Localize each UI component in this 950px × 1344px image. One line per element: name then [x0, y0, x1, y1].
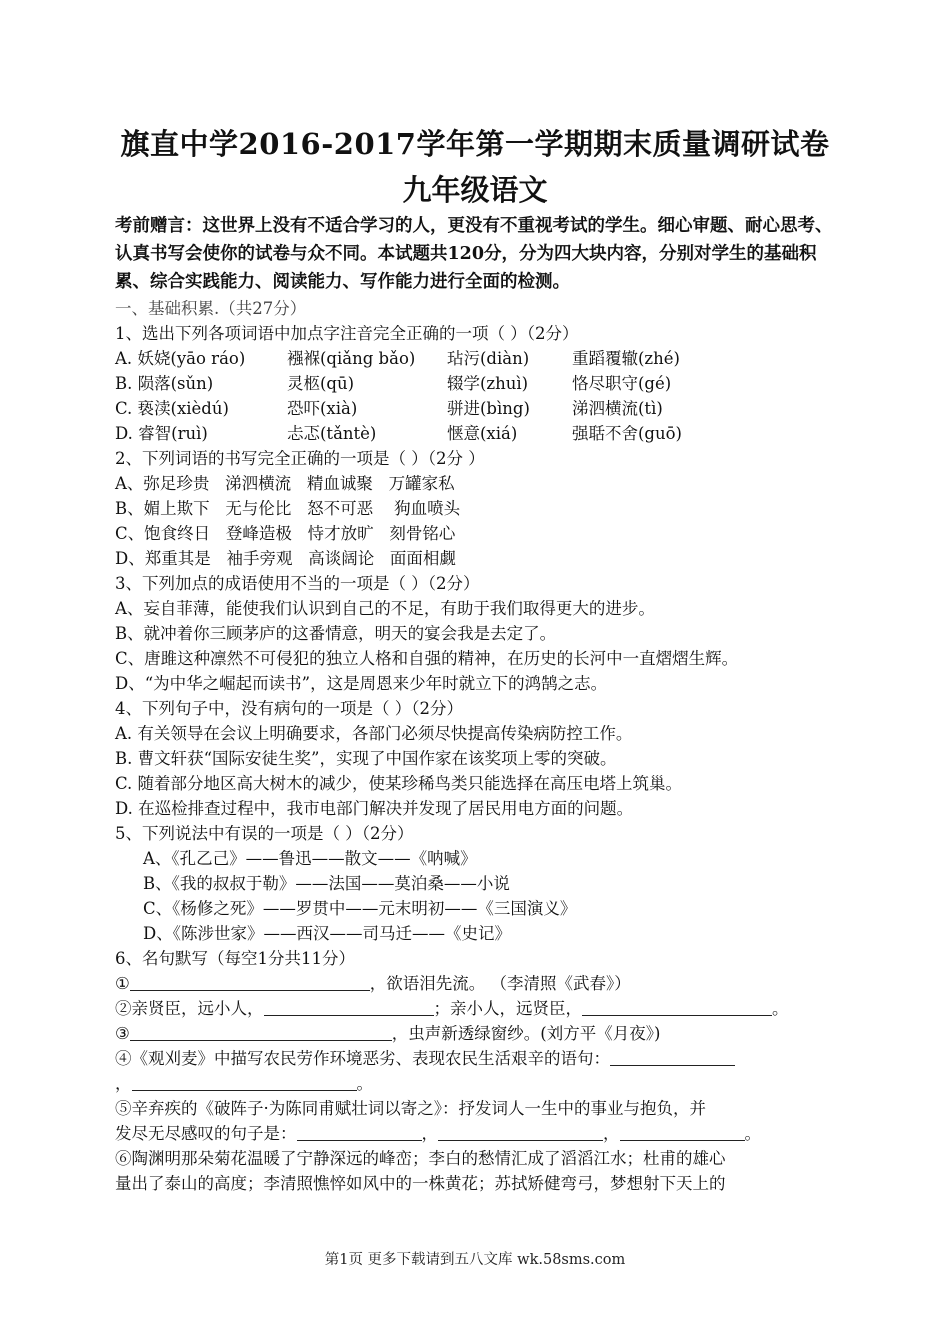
q4-stem: 4、下列句子中，没有病句的一项是（ ）（2分）: [115, 699, 463, 718]
q1-a-2: 襁褓(qiǎng bǎo): [287, 349, 416, 368]
q1-c-4: 涕泗横流(tì): [572, 399, 663, 418]
q6-line-6a: ⑥陶渊明那朵菊花温暖了宁静深远的峰峦；李白的愁情汇成了滔滔江水；杜甫的雄心: [115, 1149, 726, 1168]
q1-option-a: [115, 346, 837, 371]
intro-paragraph: 考前赠言：这世界上没有不适合学习的人，更没有不重视考试的学生。细心审题、耐心思考、认真书写会使你的试卷与众不同。本试题共120分，分为四大块内容，分别对学生的基础积累、综合实践能力、阅读能力、写作能力进行全面的检测。: [115, 216, 833, 292]
q5-option-c: C、《杨修之死》——罗贯中——元末明初——《三国演义》: [143, 899, 577, 918]
q6-blank-5[interactable]: [610, 1048, 735, 1066]
q6-l3-num: ③: [115, 1024, 130, 1043]
q1-d-1: D. 睿智(ruì): [115, 424, 208, 443]
q6-l2-text-c: 。: [772, 999, 789, 1018]
q1-d-3: 惬意(xiá): [447, 424, 518, 443]
q6-blank-1[interactable]: [130, 973, 370, 991]
q6-line-5: ⑤辛弃疾的《破阵子·为陈同甫赋壮词以寄之》：抒发词人一生中的事业与抱负，并: [115, 1099, 706, 1118]
q4-option-d: D. 在巡检排查过程中，我市电部门解决并发现了居民用电方面的问题。: [115, 799, 634, 818]
q6-l5b-sep2: ，: [603, 1124, 620, 1143]
q6-l1-num: ①: [115, 974, 130, 993]
q6-line-2: [115, 996, 837, 1021]
q1-option-d: [115, 421, 837, 446]
q3-option-d: D、“为中华之崛起而读书”，这是周恩来少年时就立下的鸿鹄之志。: [115, 674, 608, 693]
q6-line-3: [115, 1021, 837, 1046]
q6-line-4b: [115, 1071, 837, 1096]
exam-body: [115, 296, 837, 1196]
q3-stem: 3、下列加点的成语使用不当的一项是（ ）（2分）: [115, 574, 480, 593]
q6-stem: 6、名句默写（每空1分共11分）: [115, 949, 355, 968]
q1-d-4: 强聒不舍(guō): [572, 424, 682, 443]
q6-l3-text: ，虫声新透绿窗纱。(刘方平《月夜》): [391, 1024, 661, 1043]
q1-b-3: 辍学(zhuì): [447, 374, 529, 393]
q2-option-c: C、饱食终日 登峰造极 恃才放旷 刻骨铭心: [115, 524, 456, 543]
exam-subtitle: 九年级语文: [402, 173, 548, 207]
q1-a-3: 玷污(diàn): [447, 349, 530, 368]
q1-b-1: B. 陨落(sǔn): [115, 374, 214, 393]
q6-blank-6[interactable]: [132, 1073, 357, 1091]
q6-line-5b: [115, 1121, 837, 1146]
q1-a-1: A. 妖娆(yāo ráo): [115, 349, 246, 368]
q6-line-1: [115, 971, 837, 996]
q1-c-1: C. 亵渎(xièdú): [115, 399, 229, 418]
q6-l5b-sep1: ，: [421, 1124, 438, 1143]
q6-blank-7[interactable]: [297, 1123, 422, 1141]
q1-stem: 1、选出下列各项词语中加点字注音完全正确的一项（ ）（2分）: [115, 324, 579, 343]
q6-l1-text: ，欲语泪先流。 （李清照《武春》）: [369, 974, 631, 993]
q2-option-d: D、郑重其是 袖手旁观 高谈阔论 面面相觑: [115, 549, 456, 568]
q2-option-a: A、弥足珍贵 涕泗横流 精血诚聚 万罐家私: [115, 474, 455, 493]
q2-stem: 2、下列词语的书写完全正确的一项是（ ）（2分 ）: [115, 449, 485, 468]
q6-l5b-text: 发尽无尽感叹的句子是：: [115, 1124, 297, 1143]
q1-b-2: 灵柩(qū): [287, 374, 355, 393]
q3-option-c: C、唐雎这种凛然不可侵犯的独立人格和自强的精神，在历史的长河中一直熠熠生辉。: [115, 649, 739, 668]
q4-option-a: A. 有关领导在会议上明确要求，各部门必须尽快提高传染病防控工作。: [115, 724, 633, 743]
q1-option-b: [115, 371, 837, 396]
q6-line-6b: 量出了泰山的高度；李清照憔悴如风中的一株黄花；苏拭矫健弯弓，梦想射下天上的: [115, 1174, 726, 1193]
q6-blank-2[interactable]: [264, 998, 434, 1016]
q1-c-2: 恐吓(xià): [287, 399, 358, 418]
q5-option-b: B、《我的叔叔于勒》——法国——莫泊桑——小说: [143, 874, 510, 893]
q6-l4b-end: 。: [356, 1074, 373, 1093]
q6-l2-text-b: ；亲小人，远贤臣，: [433, 999, 582, 1018]
section-heading: 一、基础积累.（共27分）: [115, 299, 307, 318]
q6-blank-8[interactable]: [438, 1123, 603, 1141]
q3-option-a: A、妄自菲薄，能使我们认识到自己的不足，有助于我们取得更大的进步。: [115, 599, 655, 618]
q5-option-d: D、《陈涉世家》——西汉——司马迁——《史记》: [143, 924, 511, 943]
q2-option-b: B、媚上欺下 无与伦比 怒不可恶 狗血喷头: [115, 499, 461, 518]
q6-l5b-end: 。: [744, 1124, 761, 1143]
q3-option-b: B、就冲着你三顾茅庐的这番情意，明天的宴会我是去定了。: [115, 624, 557, 643]
q6-l4-text: ④《观刈麦》中描写农民劳作环境恶劣、表现农民生活艰辛的语句：: [115, 1049, 610, 1068]
q6-blank-3[interactable]: [582, 998, 772, 1016]
q6-line-4: [115, 1046, 837, 1071]
q5-stem: 5、下列说法中有误的一项是（ ）（2分）: [115, 824, 414, 843]
q1-d-2: 忐忑(tǎntè): [287, 424, 377, 443]
q1-a-4: 重蹈覆辙(zhé): [572, 349, 680, 368]
q5-option-a: A、《孔乙己》——鲁迅——散文——《呐喊》: [143, 849, 477, 868]
q6-l2-text-a: ②亲贤臣，远小人，: [115, 999, 264, 1018]
q1-option-c: [115, 396, 837, 421]
q6-blank-4[interactable]: [130, 1023, 392, 1041]
exam-title: 旗直中学2016-2017学年第一学期期末质量调研试卷: [120, 127, 830, 161]
q1-b-4: 恪尽职守(gé): [572, 374, 672, 393]
page-footer: 第1页 更多下载请到五八文库 wk.58sms.com: [324, 1252, 626, 1268]
q1-c-3: 骈进(bìng): [447, 399, 530, 418]
q4-option-c: C. 随着部分地区高大树木的减少，使某珍稀鸟类只能选择在高压电塔上筑巢。: [115, 774, 683, 793]
q6-blank-9[interactable]: [620, 1123, 745, 1141]
q4-option-b: B. 曹文轩获“国际安徒生奖”，实现了中国作家在该奖项上零的突破。: [115, 749, 617, 768]
q6-l4b-comma: ，: [115, 1074, 132, 1093]
